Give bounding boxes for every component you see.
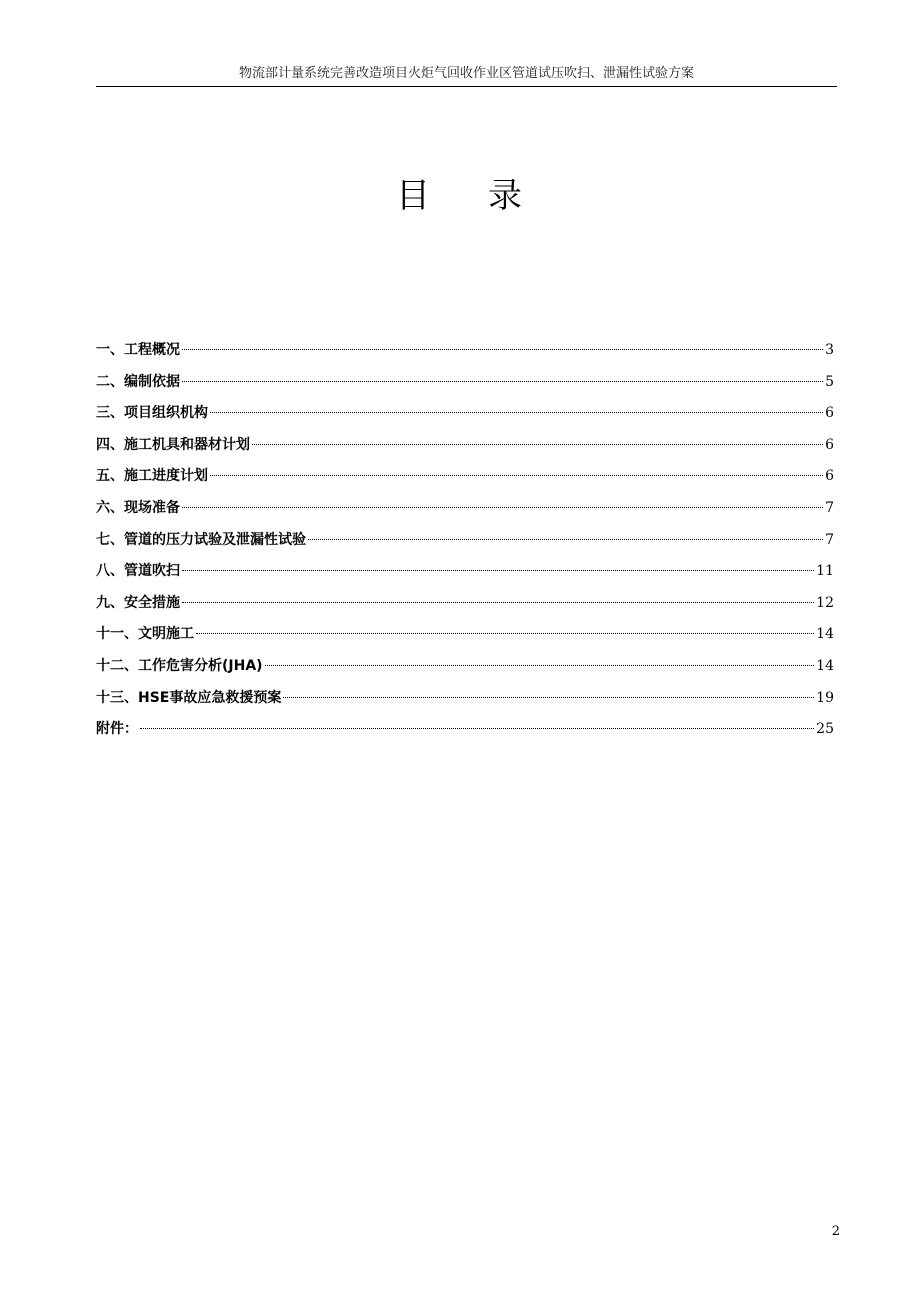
header-divider xyxy=(96,86,837,87)
toc-entry[interactable] xyxy=(96,716,834,748)
toc-dot-leader xyxy=(252,444,823,445)
toc-entry-label: 九、安全措施 xyxy=(96,594,180,611)
toc-entry-label: 八、管道吹扫 xyxy=(96,563,180,580)
toc-entry-label: 二、编制依据 xyxy=(96,373,180,390)
toc-entry[interactable] xyxy=(96,337,834,369)
toc-entry-page: 25 xyxy=(816,721,834,738)
page-number: 2 xyxy=(831,1224,840,1239)
page-header: 物流部计量系统完善改造项目火炬气回收作业区管道试压吹扫、泄漏性试验方案 xyxy=(238,66,694,81)
toc-entry-page: 6 xyxy=(825,405,834,422)
toc-entry-label: 一、工程概况 xyxy=(96,342,180,358)
toc-dot-leader xyxy=(210,475,823,476)
toc-entry[interactable] xyxy=(96,558,834,590)
toc-entry[interactable] xyxy=(96,463,834,495)
toc-dot-leader xyxy=(140,728,814,729)
toc-dot-leader xyxy=(182,349,823,350)
document-title-char-2: 录 xyxy=(488,176,524,216)
toc-entry[interactable] xyxy=(96,590,834,622)
toc-entry[interactable] xyxy=(96,432,834,464)
toc-entry-page: 19 xyxy=(816,689,834,706)
toc-entry-label: 十二、工作危害分析(JHA) xyxy=(96,657,263,674)
toc-entry[interactable] xyxy=(96,400,834,432)
toc-entry-page: 7 xyxy=(825,499,834,516)
toc-dot-leader xyxy=(182,381,823,382)
toc-entry-label: 五、施工进度计划 xyxy=(96,468,208,485)
document-title-char-1: 目 xyxy=(396,176,432,216)
toc-entry-page: 11 xyxy=(816,563,834,580)
toc-entry-page: 6 xyxy=(825,468,834,485)
toc-entry-label: 六、现场准备 xyxy=(96,499,180,516)
toc-entry-label: 附件： xyxy=(96,721,138,738)
toc-dot-leader xyxy=(210,412,823,413)
document-title xyxy=(0,172,920,220)
toc-entry-page: 12 xyxy=(816,594,834,611)
toc-entry[interactable] xyxy=(96,621,834,653)
toc-dot-leader xyxy=(182,570,814,571)
toc-entry-page: 14 xyxy=(816,657,834,674)
toc-entry-page: 7 xyxy=(825,531,834,548)
toc-entry-page: 5 xyxy=(825,373,834,390)
toc-dot-leader xyxy=(265,665,815,666)
toc-entry-page: 14 xyxy=(816,626,834,643)
toc-entry-page: 6 xyxy=(825,436,834,453)
toc-entry-page: 3 xyxy=(825,342,834,358)
toc-dot-leader xyxy=(196,633,814,634)
toc-entry[interactable] xyxy=(96,685,834,717)
toc-entry-label: 三、项目组织机构 xyxy=(96,405,208,422)
toc-entry-label: 四、施工机具和器材计划 xyxy=(96,436,250,453)
toc-entry[interactable] xyxy=(96,495,834,527)
toc-dot-leader xyxy=(308,539,823,540)
toc-entry-label: 十一、文明施工 xyxy=(96,626,194,643)
toc-dot-leader xyxy=(182,602,814,603)
table-of-contents xyxy=(96,337,834,748)
toc-entry[interactable] xyxy=(96,527,834,559)
toc-entry-label: 七、管道的压力试验及泄漏性试验 xyxy=(96,531,306,548)
toc-entry-label: 十三、HSE事故应急救援预案 xyxy=(96,689,282,706)
toc-entry[interactable] xyxy=(96,369,834,401)
toc-entry[interactable] xyxy=(96,653,834,685)
toc-dot-leader xyxy=(182,507,823,508)
toc-dot-leader xyxy=(283,697,814,698)
